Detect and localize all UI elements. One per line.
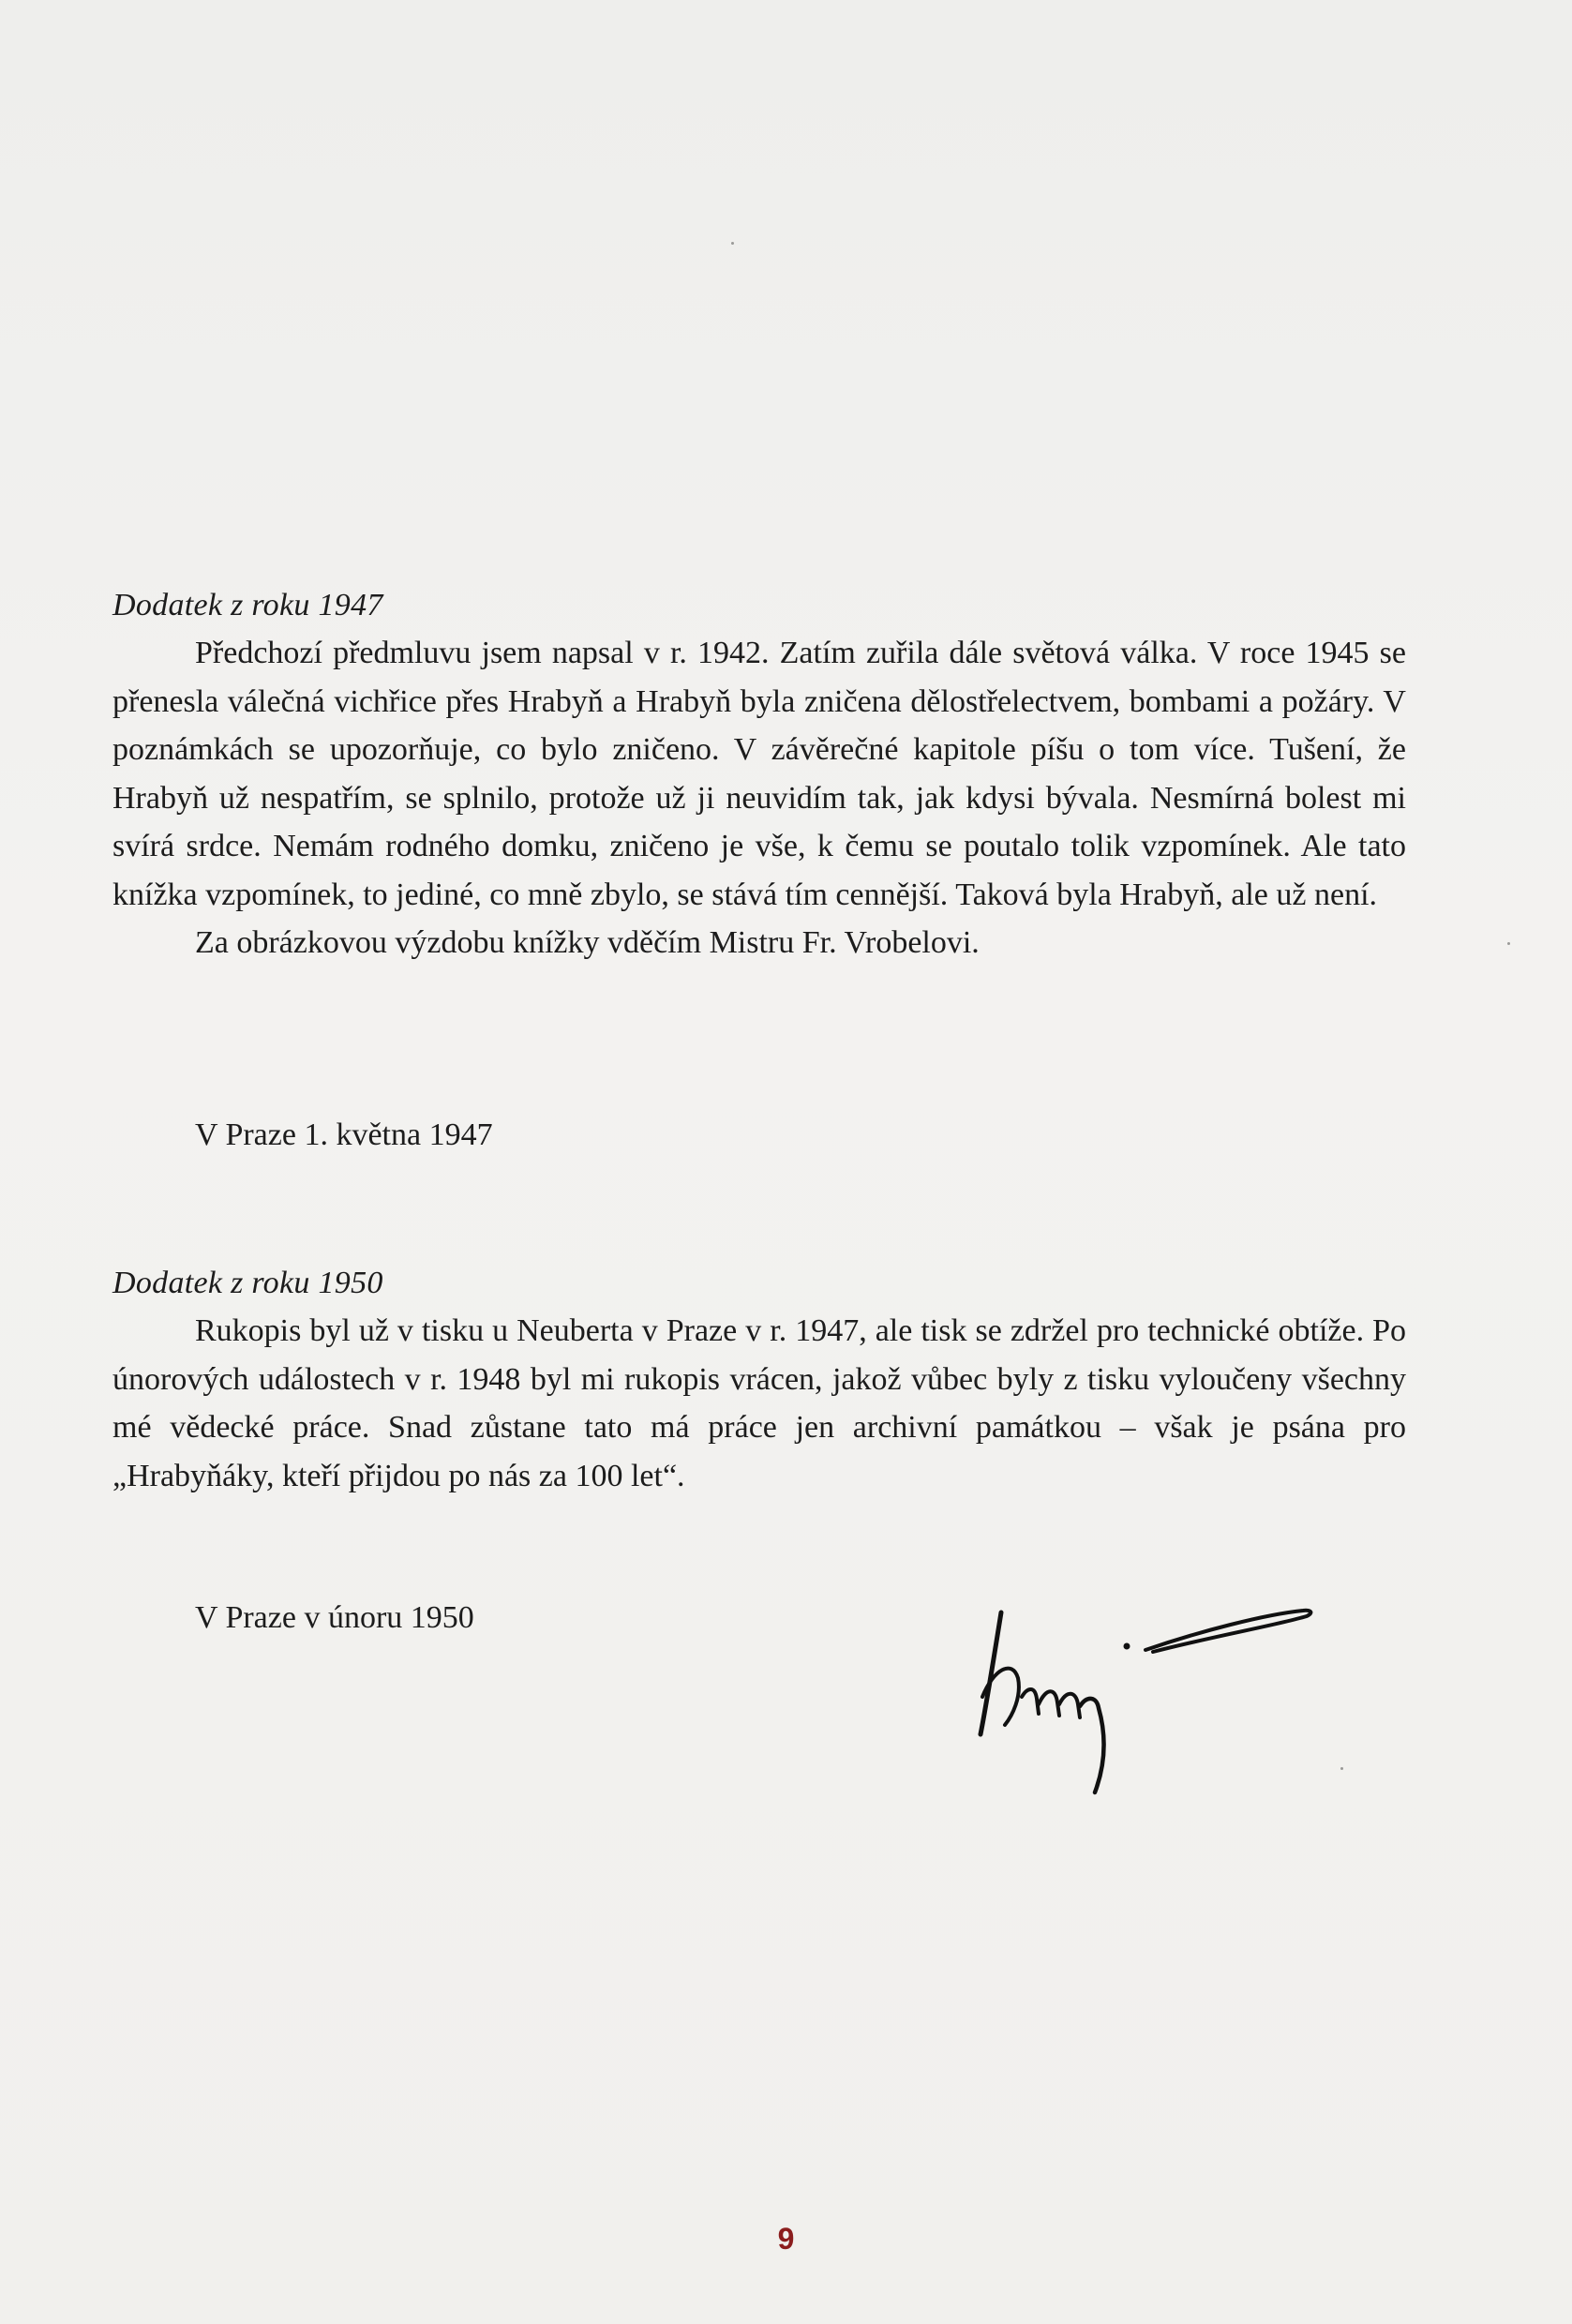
addendum-1947	[112, 581, 1406, 967]
addendum-1947-place-date: V Praze 1. května 1947	[195, 1117, 493, 1152]
addendum-1950	[112, 1259, 1406, 1500]
paper-speck	[1340, 1767, 1343, 1770]
addendum-1950-title: Dodatek z roku 1950	[112, 1266, 383, 1300]
addendum-1947-paragraph-2: Za obrázkovou výzdobu knížky vděčím Mistru Fr. Vrobelovi.	[195, 925, 980, 960]
paper-speck	[731, 242, 734, 245]
addendum-1950-place-date: V Praze v únoru 1950	[195, 1600, 474, 1635]
addendum-1950-paragraph-1: Rukopis byl už v tisku u Neuberta v Praze v r. 1947, ale tisk se zdržel pro technické obtíže. Po únorových událostech v r. 1948 byl mi rukopis vrácen, jakož vůbec byly z tisku vyloučeny všechny mé vědecké práce. Snad zůstane tato má práce jen archivní památkou – však je psána pro „Hrabyňáky, kteří přijdou po nás za 100 let“.	[112, 1313, 1406, 1493]
paper-speck	[1507, 942, 1510, 945]
addendum-1947-paragraph-1: Předchozí předmluvu jsem napsal v r. 1942. Zatím zuřila dále světová válka. V roce 1945 se přenesla válečná vichřice přes Hrabyň a Hrabyň byla zničena dělostřelectvem, bombami a požáry. V poznámkách se upozorňuje, co bylo zničeno. V závěrečné kapitole píšu o tom více. Tušení, že Hrabyň už nespatřím, se splnilo, protože už ji neuvidím tak, jak kdysi bývala. Nesmírná bolest mi svírá srdce. Nemám rodného domku, zničeno je vše, k čemu se poutalo tolik vzpomínek. Ale tato knížka vzpomínek, to jediné, co mně zbylo, se stává tím cennější. Taková byla Hrabyň, ale už není.	[112, 636, 1406, 912]
page-number: 9	[777, 2222, 795, 2256]
addendum-1947-title: Dodatek z roku 1947	[112, 588, 383, 622]
handwritten-signature-icon	[966, 1594, 1340, 1809]
